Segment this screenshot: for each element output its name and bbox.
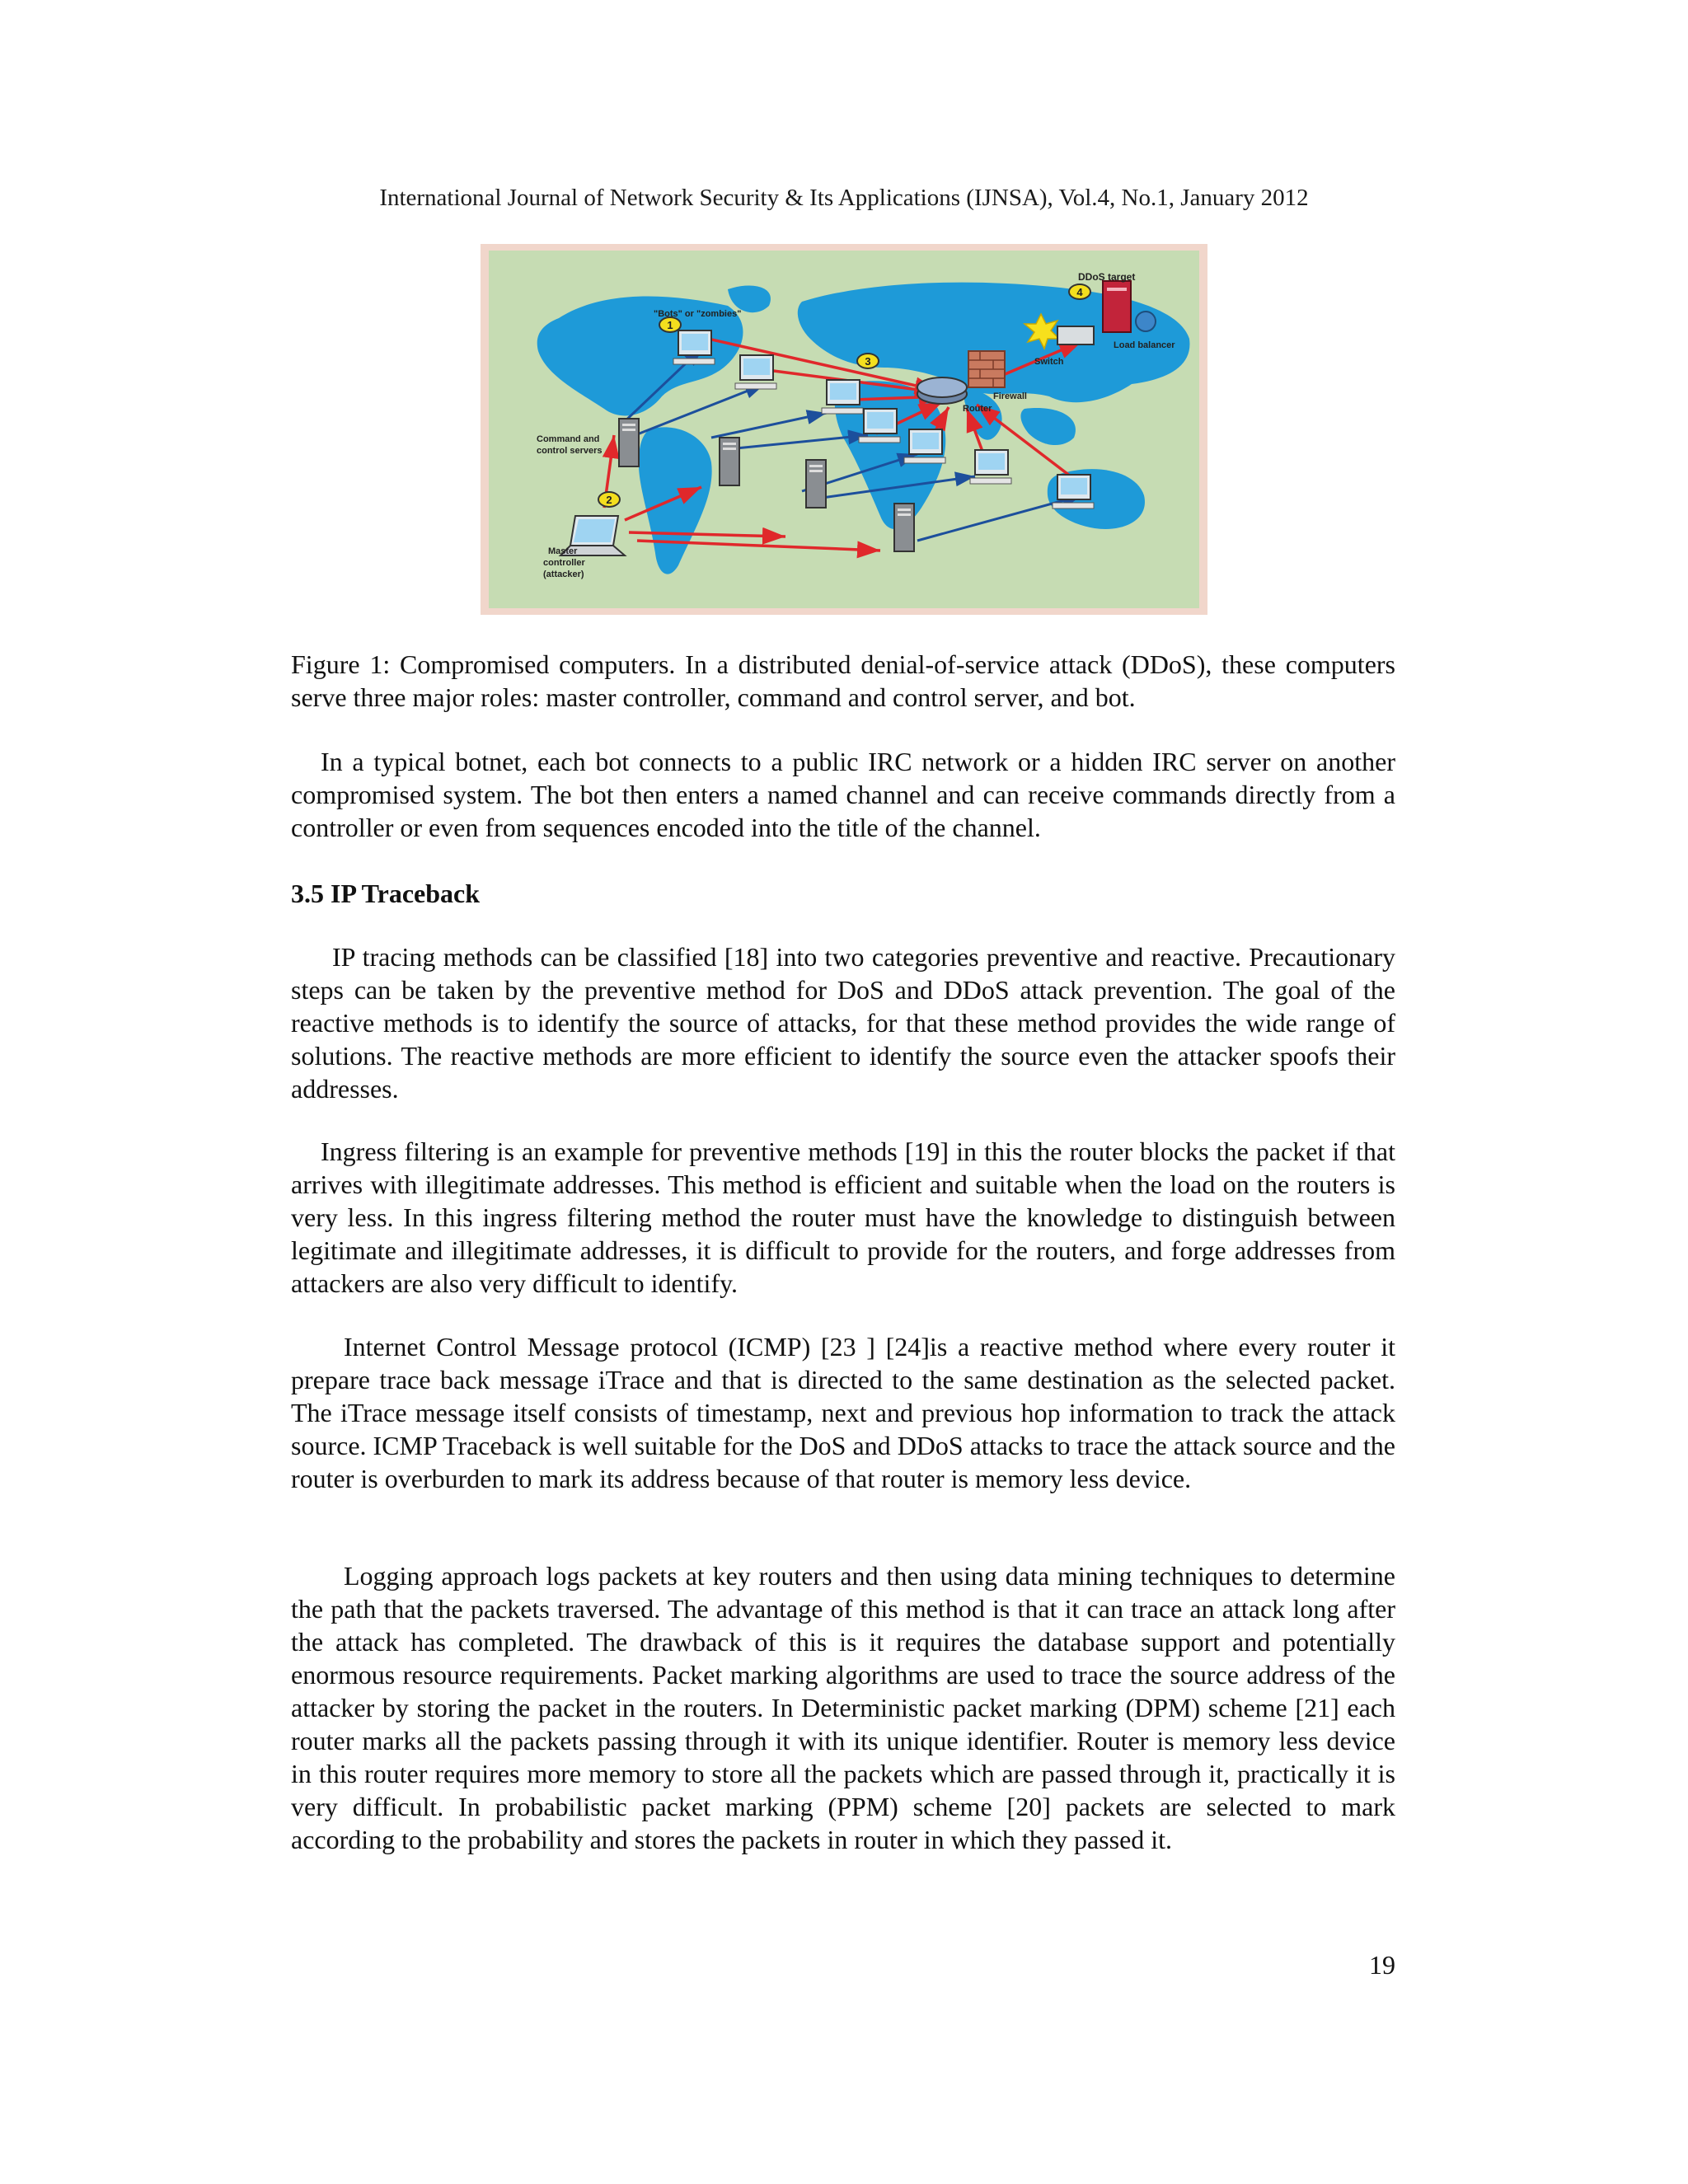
paragraph-logging (291, 1559, 1395, 1856)
target-server-icon (1103, 281, 1131, 332)
command-label-line1: Command and (537, 434, 600, 444)
load-balancer-label: Load balancer (1114, 340, 1175, 350)
ddos-target-label: DDoS target (1078, 271, 1136, 283)
page-number: 19 (1369, 1950, 1395, 1980)
ddos-figure (481, 244, 1207, 615)
load-balancer-icon (1136, 312, 1156, 331)
master-label-line3: (attacker) (543, 569, 584, 579)
marker-2 (598, 492, 620, 507)
desktop-monitor-icon (735, 355, 776, 389)
ddos-diagram (481, 244, 1207, 615)
server-tower-icon (720, 438, 739, 485)
paragraph-text: Logging approach logs packets at key routers and then using data mining techniques to determine the path that the packets traversed. The advantage of this method is that it can trace an attack long after the attack has completed. The drawback of this is it requires the database support and potentially enormous resource requirements. Packet marking algorithms are used to trace the source address of the attacker by storing the packet in the routers. In Deterministic packet marking (DPM) scheme [21] each router marks all the packets passing through it with its unique identifier. Router is memory less device in this router requires more memory to store all the packets which are passed through it, practically it is very difficult. In probabilistic packet marking (PPM) scheme [20] packets are selected to mark according to the probability and stores the packets in router in which they passed it. (291, 1561, 1395, 1854)
svg-text:1: 1 (667, 319, 673, 331)
paragraph-ingress (291, 1135, 1395, 1300)
paragraph-botnet (291, 745, 1395, 844)
desktop-monitor-icon (673, 330, 715, 364)
server-tower-icon (806, 460, 826, 508)
master-label-line2: controller (543, 558, 585, 568)
switch-label: Switch (1034, 357, 1064, 367)
paragraph-ip-tracing (291, 940, 1395, 1105)
journal-header: International Journal of Network Security & Its Applications (IJNSA), Vol.4, No.1, January 2012 (379, 185, 1309, 211)
section-heading: 3.5 IP Traceback (291, 879, 481, 908)
desktop-monitor-icon (904, 429, 945, 463)
desktop-monitor-icon (970, 450, 1011, 484)
switch-icon (1057, 326, 1094, 344)
figure-caption: Figure 1: Compromised computers. In a distributed denial-of-service attack (DDoS), these computers serve three major roles: master controller, command and control server, and bot. (291, 649, 1395, 712)
firewall-label: Firewall (993, 391, 1027, 401)
bots-label: "Bots" or "zombies" (654, 309, 742, 319)
svg-text:2: 2 (606, 494, 612, 506)
desktop-monitor-icon (859, 409, 900, 443)
svg-text:3: 3 (865, 355, 871, 368)
paragraph-text: IP tracing methods can be classified [18] into two categories preventive and reactive. Precautionary steps can be taken by the preventive method for DoS and DDoS attack prevention. The goal of the reactive methods is to identify the source of attacks, for that these method provides the wide range of solutions. The reactive methods are more efficient to identify the source even the attacker spoofs their addresses. (291, 942, 1395, 1104)
paragraph-icmp (291, 1330, 1395, 1495)
server-tower-icon (619, 419, 639, 466)
marker-1 (659, 317, 681, 332)
marker-3 (857, 354, 879, 368)
command-label-line2: control servers (537, 446, 603, 456)
paragraph-text: Internet Control Message protocol (ICMP) [23 ] [24]is a reactive method where every router it prepare trace back message iTrace and that is directed to the same destination as the selected packet. The iTrace message itself consists of timestamp, next and previous hop information to track the attack source. ICMP Traceback is well suitable for the DoS and DDoS attacks to trace the attack source and the router is overburden to mark its address because of that router is memory less device. (291, 1332, 1395, 1493)
desktop-monitor-icon (822, 380, 863, 414)
paragraph-text: Ingress filtering is an example for preventive methods [19] in this the router blocks the packet if that arrives with illegitimate addresses. This method is efficient and suitable when the load on the routers is very less. In this ingress filtering method the router must have the knowledge to distinguish between legitimate and illegitimate addresses, it is difficult to provide for the routers, and forge addresses from attackers are also very difficult to identify. (291, 1137, 1395, 1298)
server-tower-icon (894, 504, 914, 551)
firewall-icon (968, 351, 1005, 387)
router-icon (917, 377, 967, 404)
master-label-line1: Master (548, 546, 578, 556)
marker-4 (1069, 284, 1090, 299)
desktop-monitor-icon (1053, 475, 1094, 509)
router-label: Router (963, 404, 992, 414)
svg-text:4: 4 (1076, 286, 1083, 298)
paragraph-text: In a typical botnet, each bot connects to a public IRC network or a hidden IRC server on another compromised system. The bot then enters a named channel and can receive commands directly from a controller or even from sequences encoded into the title of the channel. (291, 747, 1395, 842)
